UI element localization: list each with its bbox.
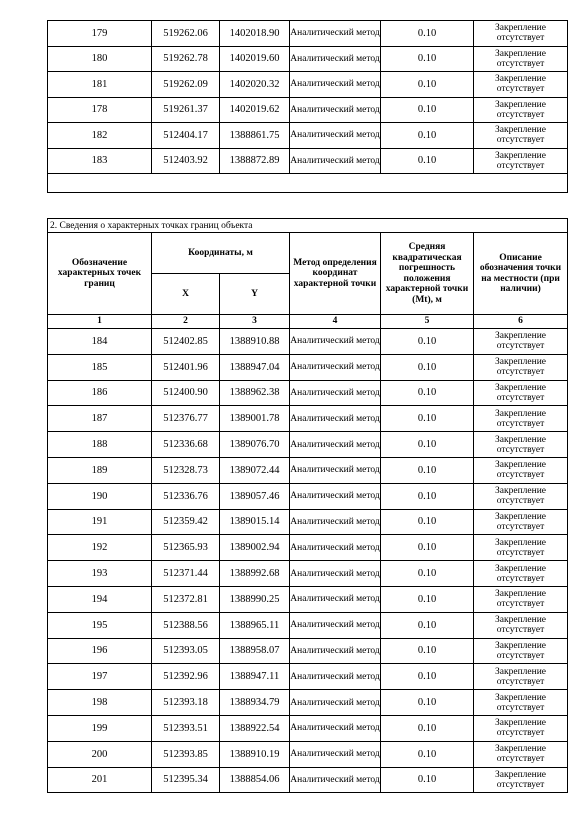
method-cell: Аналитический метод xyxy=(290,509,381,535)
description-cell: Закрепление отсутствует xyxy=(474,690,568,716)
x-coordinate-cell: 512336.76 xyxy=(152,483,220,509)
description-cell: Закрепление отсутствует xyxy=(474,380,568,406)
table-row xyxy=(48,329,568,355)
point-number-cell: 184 xyxy=(48,329,152,355)
method-cell: Аналитический метод xyxy=(290,664,381,690)
y-coordinate-cell: 1388947.04 xyxy=(220,354,290,380)
y-coordinate-cell: 1389076.70 xyxy=(220,432,290,458)
col-number: 6 xyxy=(474,315,568,329)
header-coordinates: Координаты, м xyxy=(152,233,290,274)
description-cell: Закрепление отсутствует xyxy=(474,612,568,638)
point-number-cell: 192 xyxy=(48,535,152,561)
table-row xyxy=(48,72,568,98)
y-coordinate-cell: 1388965.11 xyxy=(220,612,290,638)
x-coordinate-cell: 519262.78 xyxy=(152,46,220,72)
y-coordinate-cell: 1388934.79 xyxy=(220,690,290,716)
point-number-cell: 186 xyxy=(48,380,152,406)
table-row xyxy=(48,46,568,72)
mt-cell: 0.10 xyxy=(381,638,474,664)
table-row xyxy=(48,406,568,432)
x-coordinate-cell: 512365.93 xyxy=(152,535,220,561)
table-row xyxy=(48,690,568,716)
method-cell: Аналитический метод xyxy=(290,46,381,72)
y-coordinate-cell: 1389001.78 xyxy=(220,406,290,432)
mt-cell: 0.10 xyxy=(381,432,474,458)
x-coordinate-cell: 512401.96 xyxy=(152,354,220,380)
mt-cell: 0.10 xyxy=(381,97,474,123)
y-coordinate-cell: 1388992.68 xyxy=(220,561,290,587)
description-cell: Закрепление отсутствует xyxy=(474,406,568,432)
x-coordinate-cell: 512376.77 xyxy=(152,406,220,432)
mt-cell: 0.10 xyxy=(381,483,474,509)
point-number-cell: 195 xyxy=(48,612,152,638)
y-coordinate-cell: 1388958.07 xyxy=(220,638,290,664)
x-coordinate-cell: 512402.85 xyxy=(152,329,220,355)
y-coordinate-cell: 1402018.90 xyxy=(220,21,290,47)
y-coordinate-cell: 1388910.19 xyxy=(220,741,290,767)
point-number-cell: 180 xyxy=(48,46,152,72)
method-cell: Аналитический метод xyxy=(290,457,381,483)
description-cell: Закрепление отсутствует xyxy=(474,21,568,47)
mt-cell: 0.10 xyxy=(381,767,474,793)
mt-cell: 0.10 xyxy=(381,535,474,561)
point-number-cell: 191 xyxy=(48,509,152,535)
method-cell: Аналитический метод xyxy=(290,483,381,509)
description-cell: Закрепление отсутствует xyxy=(474,509,568,535)
mt-cell: 0.10 xyxy=(381,46,474,72)
mt-cell: 0.10 xyxy=(381,715,474,741)
point-number-cell: 194 xyxy=(48,586,152,612)
mt-cell: 0.10 xyxy=(381,72,474,98)
header-description: Описание обозначения точки на местности (при наличии) xyxy=(474,233,568,315)
x-coordinate-cell: 512395.34 xyxy=(152,767,220,793)
header-method: Метод определения координат характерной точки xyxy=(290,233,381,315)
point-number-cell: 187 xyxy=(48,406,152,432)
description-cell: Закрепление отсутствует xyxy=(474,586,568,612)
mt-cell: 0.10 xyxy=(381,612,474,638)
section-caption: 2. Сведения о характерных точках границ объекта xyxy=(48,219,568,233)
description-cell: Закрепление отсутствует xyxy=(474,148,568,174)
mt-cell: 0.10 xyxy=(381,457,474,483)
description-cell: Закрепление отсутствует xyxy=(474,767,568,793)
method-cell: Аналитический метод xyxy=(290,123,381,149)
description-cell: Закрепление отсутствует xyxy=(474,715,568,741)
x-coordinate-cell: 519261.37 xyxy=(152,97,220,123)
description-cell: Закрепление отсутствует xyxy=(474,97,568,123)
table-row xyxy=(48,509,568,535)
col-number: 4 xyxy=(290,315,381,329)
description-cell: Закрепление отсутствует xyxy=(474,638,568,664)
point-number-cell: 193 xyxy=(48,561,152,587)
mt-cell: 0.10 xyxy=(381,509,474,535)
point-number-cell: 200 xyxy=(48,741,152,767)
y-coordinate-cell: 1388990.25 xyxy=(220,586,290,612)
description-cell: Закрепление отсутствует xyxy=(474,457,568,483)
point-number-cell: 190 xyxy=(48,483,152,509)
x-coordinate-cell: 512392.96 xyxy=(152,664,220,690)
point-number-cell: 198 xyxy=(48,690,152,716)
method-cell: Аналитический метод xyxy=(290,329,381,355)
point-number-cell: 197 xyxy=(48,664,152,690)
y-coordinate-cell: 1402019.62 xyxy=(220,97,290,123)
description-cell: Закрепление отсутствует xyxy=(474,664,568,690)
table-row xyxy=(48,741,568,767)
mt-cell: 0.10 xyxy=(381,123,474,149)
y-coordinate-cell: 1389015.14 xyxy=(220,509,290,535)
y-coordinate-cell: 1388962.38 xyxy=(220,380,290,406)
mt-cell: 0.10 xyxy=(381,741,474,767)
mt-cell: 0.10 xyxy=(381,586,474,612)
point-number-cell: 185 xyxy=(48,354,152,380)
method-cell: Аналитический метод xyxy=(290,148,381,174)
description-cell: Закрепление отсутствует xyxy=(474,561,568,587)
y-coordinate-cell: 1389002.94 xyxy=(220,535,290,561)
x-coordinate-cell: 512371.44 xyxy=(152,561,220,587)
point-number-cell: 196 xyxy=(48,638,152,664)
method-cell: Аналитический метод xyxy=(290,741,381,767)
table-row xyxy=(48,97,568,123)
empty-cell xyxy=(48,174,568,193)
method-cell: Аналитический метод xyxy=(290,586,381,612)
mt-cell: 0.10 xyxy=(381,690,474,716)
method-cell: Аналитический метод xyxy=(290,406,381,432)
x-coordinate-cell: 512403.92 xyxy=(152,148,220,174)
mt-cell: 0.10 xyxy=(381,148,474,174)
mt-cell: 0.10 xyxy=(381,664,474,690)
table-row xyxy=(48,715,568,741)
x-coordinate-cell: 512393.51 xyxy=(152,715,220,741)
method-cell: Аналитический метод xyxy=(290,72,381,98)
col-number: 2 xyxy=(152,315,220,329)
table-row xyxy=(48,123,568,149)
point-number-cell: 179 xyxy=(48,21,152,47)
x-coordinate-cell: 519262.06 xyxy=(152,21,220,47)
col-number: 3 xyxy=(220,315,290,329)
col-number: 5 xyxy=(381,315,474,329)
y-coordinate-cell: 1388922.54 xyxy=(220,715,290,741)
table-row xyxy=(48,432,568,458)
x-coordinate-cell: 512372.81 xyxy=(152,586,220,612)
x-coordinate-cell: 512388.56 xyxy=(152,612,220,638)
table-row xyxy=(48,767,568,793)
x-coordinate-cell: 512400.90 xyxy=(152,380,220,406)
table-row xyxy=(48,561,568,587)
point-number-cell: 183 xyxy=(48,148,152,174)
x-coordinate-cell: 512393.05 xyxy=(152,638,220,664)
point-number-cell: 189 xyxy=(48,457,152,483)
method-cell: Аналитический метод xyxy=(290,715,381,741)
table-row xyxy=(48,380,568,406)
description-cell: Закрепление отсутствует xyxy=(474,354,568,380)
method-cell: Аналитический метод xyxy=(290,354,381,380)
x-coordinate-cell: 512404.17 xyxy=(152,123,220,149)
y-coordinate-cell: 1389072.44 xyxy=(220,457,290,483)
y-coordinate-cell: 1402019.60 xyxy=(220,46,290,72)
description-cell: Закрепление отсутствует xyxy=(474,329,568,355)
description-cell: Закрепление отсутствует xyxy=(474,483,568,509)
x-coordinate-cell: 512328.73 xyxy=(152,457,220,483)
x-coordinate-cell: 512393.85 xyxy=(152,741,220,767)
table-row xyxy=(48,148,568,174)
header-x: X xyxy=(152,274,220,315)
method-cell: Аналитический метод xyxy=(290,432,381,458)
table-row xyxy=(48,638,568,664)
description-cell: Закрепление отсутствует xyxy=(474,741,568,767)
point-number-cell: 201 xyxy=(48,767,152,793)
table-row xyxy=(48,354,568,380)
mt-cell: 0.10 xyxy=(381,21,474,47)
mt-cell: 0.10 xyxy=(381,329,474,355)
header-mt: Средняя квадратическая погрешность положения характерной точки (Mt), м xyxy=(381,233,474,315)
x-coordinate-cell: 512393.18 xyxy=(152,690,220,716)
y-coordinate-cell: 1388872.89 xyxy=(220,148,290,174)
table-row xyxy=(48,483,568,509)
y-coordinate-cell: 1402020.32 xyxy=(220,72,290,98)
x-coordinate-cell: 512336.68 xyxy=(152,432,220,458)
y-coordinate-cell: 1388854.06 xyxy=(220,767,290,793)
description-cell: Закрепление отсутствует xyxy=(474,535,568,561)
method-cell: Аналитический метод xyxy=(290,638,381,664)
header-y: Y xyxy=(220,274,290,315)
table-row xyxy=(48,457,568,483)
description-cell: Закрепление отсутствует xyxy=(474,46,568,72)
y-coordinate-cell: 1389057.46 xyxy=(220,483,290,509)
table-row xyxy=(48,664,568,690)
mt-cell: 0.10 xyxy=(381,354,474,380)
point-number-cell: 188 xyxy=(48,432,152,458)
method-cell: Аналитический метод xyxy=(290,380,381,406)
point-number-cell: 182 xyxy=(48,123,152,149)
table-row xyxy=(48,21,568,47)
point-number-cell: 199 xyxy=(48,715,152,741)
x-coordinate-cell: 519262.09 xyxy=(152,72,220,98)
point-number-cell: 178 xyxy=(48,97,152,123)
mt-cell: 0.10 xyxy=(381,561,474,587)
header-designation: Обозначение характерных точек границ xyxy=(48,233,152,315)
method-cell: Аналитический метод xyxy=(290,612,381,638)
method-cell: Аналитический метод xyxy=(290,767,381,793)
method-cell: Аналитический метод xyxy=(290,561,381,587)
method-cell: Аналитический метод xyxy=(290,690,381,716)
y-coordinate-cell: 1388910.88 xyxy=(220,329,290,355)
table-row xyxy=(48,612,568,638)
points-table-continued xyxy=(47,20,568,193)
method-cell: Аналитический метод xyxy=(290,21,381,47)
table-row xyxy=(48,586,568,612)
col-number: 1 xyxy=(48,315,152,329)
description-cell: Закрепление отсутствует xyxy=(474,123,568,149)
mt-cell: 0.10 xyxy=(381,406,474,432)
x-coordinate-cell: 512359.42 xyxy=(152,509,220,535)
description-cell: Закрепление отсутствует xyxy=(474,432,568,458)
y-coordinate-cell: 1388947.11 xyxy=(220,664,290,690)
mt-cell: 0.10 xyxy=(381,380,474,406)
y-coordinate-cell: 1388861.75 xyxy=(220,123,290,149)
description-cell: Закрепление отсутствует xyxy=(474,72,568,98)
method-cell: Аналитический метод xyxy=(290,535,381,561)
method-cell: Аналитический метод xyxy=(290,97,381,123)
empty-row xyxy=(48,174,568,193)
points-table-section-2 xyxy=(47,218,568,793)
point-number-cell: 181 xyxy=(48,72,152,98)
table-row xyxy=(48,535,568,561)
